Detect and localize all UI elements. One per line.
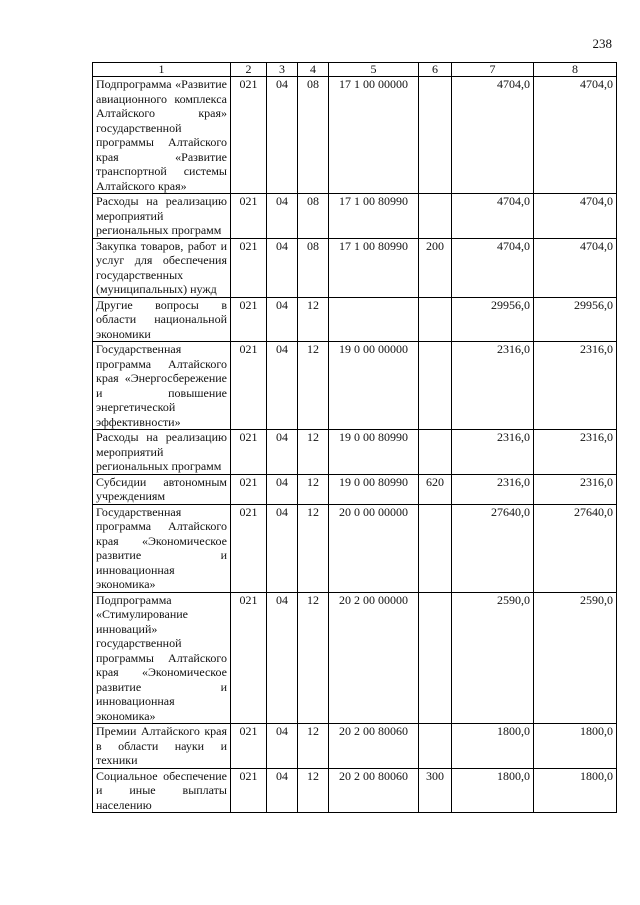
row-grbs-cell: 021: [231, 430, 267, 475]
row-subsection-cell: 12: [298, 474, 329, 504]
row-grbs-cell: 021: [231, 592, 267, 724]
row-grbs-cell: 021: [231, 724, 267, 769]
row-target-article-cell: 17 1 00 80990: [329, 194, 419, 239]
row-target-article-cell: 19 0 00 80990: [329, 474, 419, 504]
row-section-cell: 04: [267, 430, 298, 475]
row-amount-2-cell: 1800,0: [534, 724, 617, 769]
row-grbs-cell: 021: [231, 504, 267, 592]
row-subsection-cell: 12: [298, 504, 329, 592]
row-target-article-cell: [329, 297, 419, 342]
row-subsection-cell: 08: [298, 238, 329, 297]
row-grbs-cell: 021: [231, 474, 267, 504]
row-expense-type-cell: 620: [419, 474, 452, 504]
row-amount-2-cell: 2316,0: [534, 342, 617, 430]
row-subsection-cell: 12: [298, 592, 329, 724]
row-section-cell: 04: [267, 238, 298, 297]
row-target-article-cell: 17 1 00 00000: [329, 77, 419, 194]
row-subsection-cell: 12: [298, 430, 329, 475]
row-target-article-cell: 20 0 00 00000: [329, 504, 419, 592]
row-amount-1-cell: 27640,0: [452, 504, 534, 592]
row-amount-2-cell: 2316,0: [534, 474, 617, 504]
row-amount-2-cell: 2590,0: [534, 592, 617, 724]
row-amount-2-cell: 2316,0: [534, 430, 617, 475]
row-expense-type-cell: [419, 297, 452, 342]
row-amount-2-cell: 4704,0: [534, 77, 617, 194]
table-row: [93, 342, 617, 430]
row-target-article-cell: 20 2 00 00000: [329, 592, 419, 724]
row-grbs-cell: 021: [231, 297, 267, 342]
header-cell: 5: [329, 63, 419, 77]
row-subsection-cell: 08: [298, 77, 329, 194]
table-row: [93, 504, 617, 592]
row-amount-1-cell: 29956,0: [452, 297, 534, 342]
row-section-cell: 04: [267, 77, 298, 194]
row-subsection-cell: 12: [298, 724, 329, 769]
row-expense-type-cell: [419, 430, 452, 475]
row-name-cell: Другие вопросы в области национальной экономики: [93, 297, 231, 342]
row-section-cell: 04: [267, 592, 298, 724]
table-row: [93, 430, 617, 475]
row-grbs-cell: 021: [231, 238, 267, 297]
row-expense-type-cell: [419, 724, 452, 769]
header-cell: 7: [452, 63, 534, 77]
row-amount-1-cell: 2590,0: [452, 592, 534, 724]
header-cell: 1: [93, 63, 231, 77]
row-amount-2-cell: 4704,0: [534, 238, 617, 297]
row-subsection-cell: 08: [298, 194, 329, 239]
row-name-cell: Подпрограмма «Развитие авиационного комплекса Алтайского края» государственной программы Алтайского края «Развитие транспортной системы Алтайского края»: [93, 77, 231, 194]
row-amount-2-cell: 4704,0: [534, 194, 617, 239]
header-row: [93, 63, 617, 77]
row-section-cell: 04: [267, 724, 298, 769]
row-target-article-cell: 17 1 00 80990: [329, 238, 419, 297]
row-amount-1-cell: 1800,0: [452, 768, 534, 813]
row-expense-type-cell: [419, 77, 452, 194]
row-expense-type-cell: [419, 194, 452, 239]
table-row: [93, 474, 617, 504]
header-cell: 4: [298, 63, 329, 77]
row-amount-1-cell: 4704,0: [452, 194, 534, 239]
table-row: [93, 724, 617, 769]
row-amount-2-cell: 27640,0: [534, 504, 617, 592]
row-target-article-cell: 19 0 00 80990: [329, 430, 419, 475]
row-expense-type-cell: [419, 504, 452, 592]
table-row: [93, 194, 617, 239]
table-row: [93, 77, 617, 194]
row-section-cell: 04: [267, 297, 298, 342]
row-amount-1-cell: 2316,0: [452, 474, 534, 504]
row-grbs-cell: 021: [231, 768, 267, 813]
header-cell: 3: [267, 63, 298, 77]
table-row: [93, 592, 617, 724]
row-target-article-cell: 20 2 00 80060: [329, 724, 419, 769]
row-name-cell: Расходы на реализацию мероприятий региональных программ: [93, 430, 231, 475]
row-section-cell: 04: [267, 342, 298, 430]
row-name-cell: Государственная программа Алтайского края «Энергосбережение и повышение энергетической эффективности»: [93, 342, 231, 430]
row-name-cell: Государственная программа Алтайского края «Экономическое развитие и инновационная экономика»: [93, 504, 231, 592]
row-name-cell: Социальное обеспечение и иные выплаты населению: [93, 768, 231, 813]
row-section-cell: 04: [267, 474, 298, 504]
row-target-article-cell: 19 0 00 00000: [329, 342, 419, 430]
row-amount-1-cell: 2316,0: [452, 342, 534, 430]
row-name-cell: Расходы на реализацию мероприятий региональных программ: [93, 194, 231, 239]
row-grbs-cell: 021: [231, 342, 267, 430]
row-amount-1-cell: 4704,0: [452, 238, 534, 297]
row-grbs-cell: 021: [231, 194, 267, 239]
row-name-cell: Премии Алтайского края в области науки и техники: [93, 724, 231, 769]
row-amount-2-cell: 1800,0: [534, 768, 617, 813]
row-amount-2-cell: 29956,0: [534, 297, 617, 342]
row-name-cell: Субсидии автономным учреждениям: [93, 474, 231, 504]
row-expense-type-cell: 300: [419, 768, 452, 813]
row-amount-1-cell: 2316,0: [452, 430, 534, 475]
row-subsection-cell: 12: [298, 768, 329, 813]
row-section-cell: 04: [267, 194, 298, 239]
page-number: 238: [592, 36, 612, 51]
header-cell: 2: [231, 63, 267, 77]
header-cell: 8: [534, 63, 617, 77]
row-section-cell: 04: [267, 768, 298, 813]
row-expense-type-cell: [419, 342, 452, 430]
budget-table: [92, 62, 617, 813]
table-row: [93, 238, 617, 297]
row-grbs-cell: 021: [231, 77, 267, 194]
row-amount-1-cell: 4704,0: [452, 77, 534, 194]
row-name-cell: Подпрограмма «Стимулирование инноваций» государственной программы Алтайского края «Экономическое развитие и инновационная экономика»: [93, 592, 231, 724]
row-subsection-cell: 12: [298, 297, 329, 342]
row-amount-1-cell: 1800,0: [452, 724, 534, 769]
row-section-cell: 04: [267, 504, 298, 592]
row-subsection-cell: 12: [298, 342, 329, 430]
row-name-cell: Закупка товаров, работ и услуг для обеспечения государственных (муниципальных) нужд: [93, 238, 231, 297]
table-row: [93, 297, 617, 342]
row-expense-type-cell: 200: [419, 238, 452, 297]
table-row: [93, 768, 617, 813]
row-expense-type-cell: [419, 592, 452, 724]
row-target-article-cell: 20 2 00 80060: [329, 768, 419, 813]
header-cell: 6: [419, 63, 452, 77]
